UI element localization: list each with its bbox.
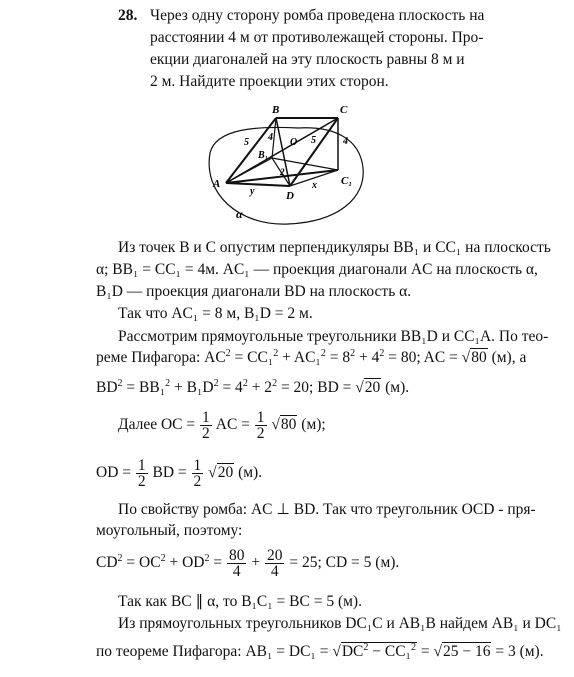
solution-line-1: Из точек B и C опустим перпендикуляры BB₁ и CC₁ на плоскость <box>118 239 551 256</box>
edge-ab <box>226 118 276 183</box>
label-4-left: 4 <box>268 132 273 143</box>
label-c: C <box>340 104 348 116</box>
label-alpha: α <box>236 207 243 221</box>
label-2: 2 <box>280 167 285 177</box>
problem-line-1: Через одну сторону ромба проведена плоскость на <box>150 7 485 24</box>
label-4-right: 4 <box>343 136 348 147</box>
od-line: OD = $\frac{1}{2}$ BD = $\frac{1}{2}$ √20 (м). <box>96 456 263 490</box>
label-5-left: 5 <box>244 137 249 148</box>
solution-line-10: По свойству ромба: AC ⊥ BD. Так что треугольник OCD - пря- <box>118 501 536 518</box>
label-c1: C₁ <box>341 175 353 187</box>
problem-number: 28. <box>118 7 138 24</box>
solution-line-14: Из прямоугольных треугольников DC₁C и AB₁B найдем AB₁ и DC₁ <box>118 615 562 632</box>
oc-line: Далее OC = $\frac{1}{2}$ AC = $\frac{1}{2}$ √80 (м); <box>118 408 326 442</box>
solution-line-3: B₁D — проекция диагонали BD на плоскость α. <box>96 283 412 300</box>
label-d: D <box>286 190 294 202</box>
label-a: A <box>213 178 221 190</box>
rhombus-figure <box>198 98 368 233</box>
problem-line-2: расстоянии 4 м от противолежащей стороны. Про- <box>150 29 484 46</box>
solution-line-4: Так что AC₁ = 8 м, B₁D = 2 м. <box>118 305 313 322</box>
solution-line-13: Так как BC ∥ α, то B₁C₁ = BC = 5 (м). <box>118 593 362 610</box>
pythagoras-bd-line: $BD^2 = BB_1^2 + B_1D^2 = 4^2 + 2^2 = 20$; BD = √20 (м). <box>96 377 410 396</box>
problem-line-3: екции диагоналей на эту плоскость равны 8 м и <box>150 51 465 68</box>
solution-line-11: моугольный, поэтому: <box>96 522 243 539</box>
label-x: x <box>312 180 317 191</box>
label-b1: B₁ <box>258 150 269 161</box>
final-line: по теореме Пифагора: $AB_1 = DC_1 = √DC^2 - CC_1^2 = √25 - 16 = 3$ (м). <box>96 641 544 660</box>
solution-line-5: Рассмотрим прямоугольные треугольники BB₁D и CC₁A. По тео- <box>118 328 549 345</box>
solution-line-2: α; BB₁ = CC₁ = 4м. AC₁ — проекция диагонали AC на плоскость α, <box>96 261 538 278</box>
cd-line: $CD^2 = OC^2 + OD^2$ = $\frac{80}{4}$ + $\frac{20}{4}$ = 25; CD = 5 (м). <box>96 546 400 580</box>
label-y: y <box>250 186 255 197</box>
edge-ad <box>226 183 290 186</box>
label-5-mid: 5 <box>311 135 316 146</box>
pythagoras-ac-line: реме Пифагора: $AC^2 = CC_1^2 + AC_1^2 = 8^2 + 4^2 = 80$; AC = √80 (м), а <box>96 347 527 366</box>
label-b: B <box>272 104 280 116</box>
problem-line-4: 2 м. Найдите проекции этих сторон. <box>150 73 389 90</box>
label-o: O <box>290 137 298 148</box>
